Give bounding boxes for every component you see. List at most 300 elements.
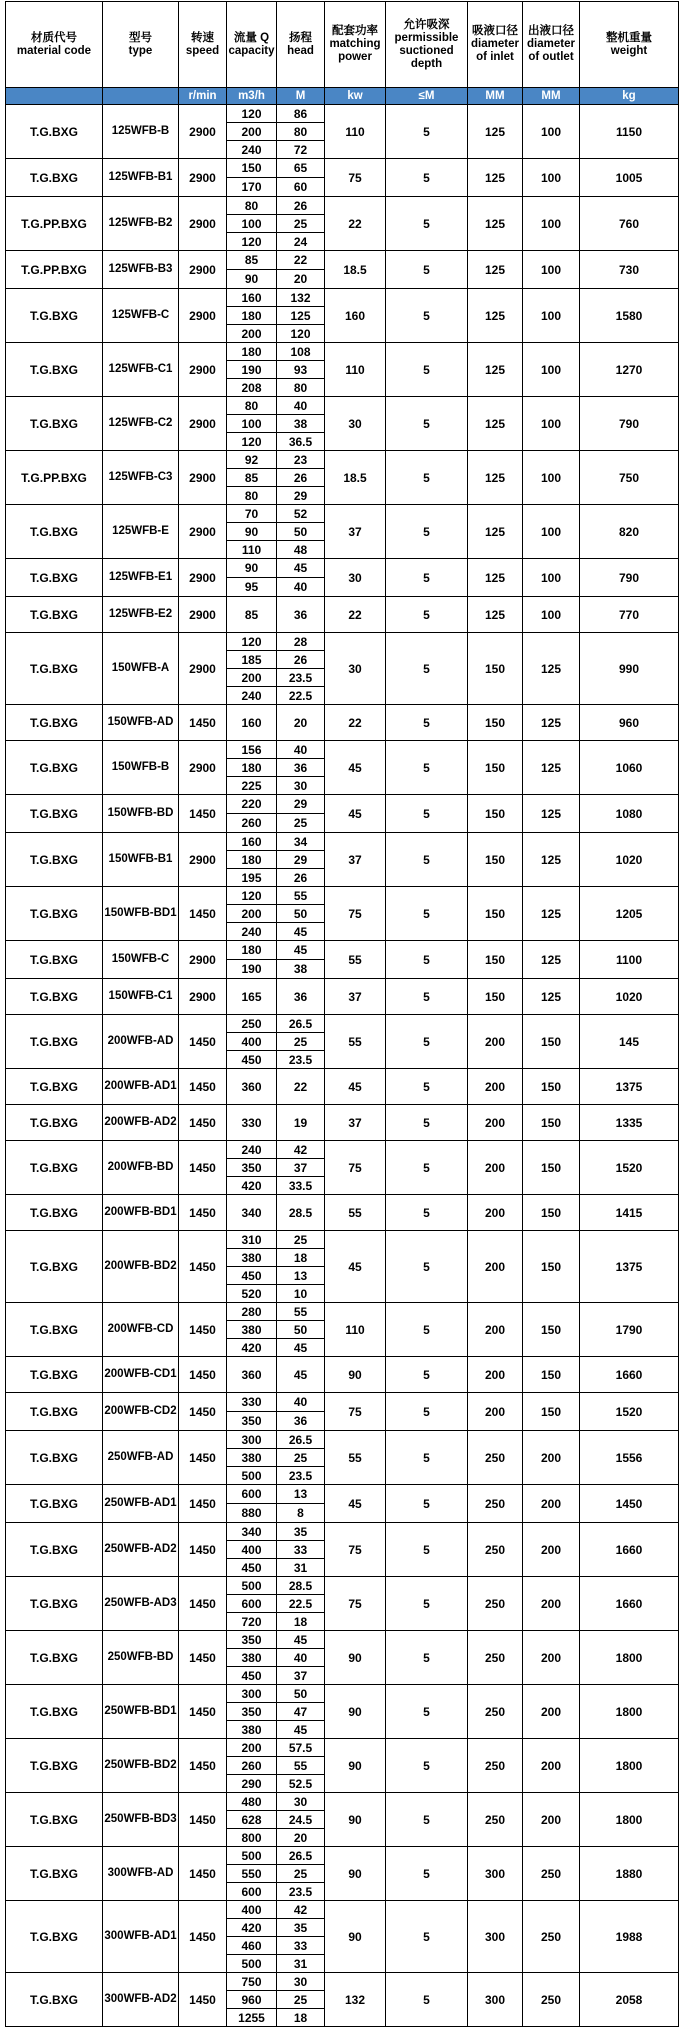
head-cell: 25 <box>277 1449 325 1467</box>
unit-cell-capacity: m3/h <box>227 88 277 105</box>
weight-cell: 1205 <box>580 887 679 941</box>
material-code-cell: T.G.BXG <box>6 1577 103 1631</box>
inlet-diameter-cell: 150 <box>468 833 523 887</box>
inlet-diameter-cell: 250 <box>468 1631 523 1685</box>
capacity-cell: 190 <box>227 960 277 979</box>
capacity-cell: 200 <box>227 123 277 141</box>
inlet-diameter-cell: 200 <box>468 1357 523 1393</box>
power-cell: 30 <box>325 559 386 597</box>
capacity-cell: 350 <box>227 1412 277 1431</box>
speed-cell: 1450 <box>179 705 227 741</box>
capacity-cell: 500 <box>227 1955 277 1973</box>
outlet-diameter-cell: 125 <box>523 833 580 887</box>
outlet-diameter-cell: 100 <box>523 343 580 397</box>
outlet-diameter-cell: 100 <box>523 505 580 559</box>
power-cell: 45 <box>325 741 386 795</box>
head-cell: 28 <box>277 633 325 651</box>
inlet-diameter-cell: 250 <box>468 1523 523 1577</box>
speed-cell: 2900 <box>179 505 227 559</box>
table-row <box>6 1105 679 1141</box>
head-cell: 31 <box>277 1955 325 1973</box>
capacity-cell: 240 <box>227 923 277 941</box>
power-cell: 45 <box>325 795 386 833</box>
inlet-diameter-cell: 150 <box>468 941 523 979</box>
capacity-cell: 160 <box>227 705 277 741</box>
pump-type-cell: 250WFB-BD2 <box>103 1739 179 1793</box>
capacity-cell: 100 <box>227 215 277 233</box>
weight-cell: 1988 <box>580 1901 679 1973</box>
suction-depth-cell: 5 <box>386 1431 468 1485</box>
unit-cell-speed: r/min <box>179 88 227 105</box>
material-code-cell: T.G.BXG <box>6 887 103 941</box>
suction-depth-cell: 5 <box>386 343 468 397</box>
capacity-cell: 310 <box>227 1231 277 1249</box>
capacity-cell: 156 <box>227 741 277 759</box>
outlet-diameter-cell: 125 <box>523 741 580 795</box>
table-row <box>6 105 679 123</box>
table-row <box>6 559 679 578</box>
unit-cell-code <box>6 88 103 105</box>
capacity-cell: 180 <box>227 851 277 869</box>
table-row <box>6 1231 679 1249</box>
power-cell: 90 <box>325 1793 386 1847</box>
capacity-cell: 120 <box>227 633 277 651</box>
head-cell: 28.5 <box>277 1195 325 1231</box>
head-cell: 10 <box>277 1285 325 1303</box>
head-cell: 24.5 <box>277 1811 325 1829</box>
capacity-cell: 180 <box>227 343 277 361</box>
capacity-cell: 200 <box>227 325 277 343</box>
capacity-cell: 240 <box>227 1141 277 1159</box>
head-cell: 30 <box>277 1793 325 1811</box>
material-code-cell: T.G.BXG <box>6 1901 103 1973</box>
inlet-diameter-cell: 200 <box>468 1015 523 1069</box>
capacity-cell: 380 <box>227 1721 277 1739</box>
head-cell: 36 <box>277 759 325 777</box>
outlet-diameter-cell: 100 <box>523 559 580 597</box>
head-cell: 48 <box>277 541 325 559</box>
pump-type-cell: 250WFB-BD3 <box>103 1793 179 1847</box>
pump-type-cell: 125WFB-C <box>103 289 179 343</box>
head-cell: 40 <box>277 1649 325 1667</box>
speed-cell: 2900 <box>179 343 227 397</box>
speed-cell: 1450 <box>179 1847 227 1901</box>
outlet-diameter-cell: 150 <box>523 1357 580 1393</box>
pump-type-cell: 200WFB-CD2 <box>103 1393 179 1431</box>
table-row <box>6 1069 679 1105</box>
outlet-diameter-cell: 100 <box>523 159 580 197</box>
power-cell: 90 <box>325 1847 386 1901</box>
inlet-diameter-cell: 300 <box>468 1901 523 1973</box>
capacity-cell: 500 <box>227 1467 277 1485</box>
material-code-cell: T.G.BXG <box>6 105 103 159</box>
weight-cell: 1375 <box>580 1231 679 1303</box>
head-cell: 45 <box>277 1721 325 1739</box>
speed-cell: 1450 <box>179 1231 227 1303</box>
material-code-cell: T.G.BXG <box>6 1523 103 1577</box>
inlet-diameter-cell: 125 <box>468 505 523 559</box>
inlet-diameter-cell: 125 <box>468 197 523 251</box>
capacity-cell: 250 <box>227 1015 277 1033</box>
table-row <box>6 1431 679 1449</box>
pump-type-cell: 125WFB-E1 <box>103 559 179 597</box>
inlet-diameter-cell: 200 <box>468 1393 523 1431</box>
power-cell: 132 <box>325 1973 386 2027</box>
suction-depth-cell: 5 <box>386 1015 468 1069</box>
material-code-cell: T.G.PP.BXG <box>6 251 103 289</box>
pump-type-cell: 200WFB-BD2 <box>103 1231 179 1303</box>
capacity-cell: 95 <box>227 578 277 597</box>
head-cell: 25 <box>277 1033 325 1051</box>
spec-table-container <box>5 1 678 2027</box>
outlet-diameter-cell: 100 <box>523 251 580 289</box>
power-cell: 55 <box>325 1015 386 1069</box>
power-cell: 75 <box>325 887 386 941</box>
weight-cell: 990 <box>580 633 679 705</box>
weight-cell: 1880 <box>580 1847 679 1901</box>
head-cell: 30 <box>277 777 325 795</box>
head-cell: 65 <box>277 159 325 178</box>
table-row <box>6 1847 679 1865</box>
header-suction-depth: 允许吸深 permissible suctioned depth <box>386 2 468 88</box>
unit-cell-type <box>103 88 179 105</box>
inlet-diameter-cell: 150 <box>468 633 523 705</box>
capacity-cell: 628 <box>227 1811 277 1829</box>
table-row <box>6 1631 679 1649</box>
pump-type-cell: 150WFB-C1 <box>103 979 179 1015</box>
material-code-cell: T.G.BXG <box>6 741 103 795</box>
capacity-cell: 160 <box>227 289 277 307</box>
table-row <box>6 1577 679 1595</box>
weight-cell: 1800 <box>580 1685 679 1739</box>
capacity-cell: 400 <box>227 1541 277 1559</box>
pump-type-cell: 150WFB-C <box>103 941 179 979</box>
power-cell: 75 <box>325 1141 386 1195</box>
weight-cell: 1270 <box>580 343 679 397</box>
power-cell: 90 <box>325 1739 386 1793</box>
suction-depth-cell: 5 <box>386 1393 468 1431</box>
head-cell: 125 <box>277 307 325 325</box>
outlet-diameter-cell: 150 <box>523 1393 580 1431</box>
head-cell: 52.5 <box>277 1775 325 1793</box>
head-cell: 47 <box>277 1703 325 1721</box>
capacity-cell: 400 <box>227 1901 277 1919</box>
material-code-cell: T.G.BXG <box>6 1105 103 1141</box>
pump-type-cell: 150WFB-B1 <box>103 833 179 887</box>
outlet-diameter-cell: 200 <box>523 1577 580 1631</box>
capacity-cell: 150 <box>227 159 277 178</box>
suction-depth-cell: 5 <box>386 159 468 197</box>
speed-cell: 2900 <box>179 941 227 979</box>
table-row <box>6 1685 679 1703</box>
header-weight: 整机重量 weight <box>580 2 679 88</box>
material-code-cell: T.G.BXG <box>6 1357 103 1393</box>
outlet-diameter-cell: 250 <box>523 1847 580 1901</box>
header-inlet-diameter: 吸液口径 diameter of inlet <box>468 2 523 88</box>
speed-cell: 1450 <box>179 887 227 941</box>
power-cell: 30 <box>325 397 386 451</box>
capacity-cell: 190 <box>227 361 277 379</box>
inlet-diameter-cell: 150 <box>468 795 523 833</box>
speed-cell: 1450 <box>179 1739 227 1793</box>
suction-depth-cell: 5 <box>386 741 468 795</box>
capacity-cell: 170 <box>227 178 277 197</box>
table-row <box>6 741 679 759</box>
capacity-cell: 450 <box>227 1051 277 1069</box>
suction-depth-cell: 5 <box>386 979 468 1015</box>
suction-depth-cell: 5 <box>386 1901 468 1973</box>
weight-cell: 1020 <box>580 833 679 887</box>
material-code-cell: T.G.BXG <box>6 1303 103 1357</box>
table-row <box>6 1303 679 1321</box>
table-row <box>6 1015 679 1033</box>
material-code-cell: T.G.BXG <box>6 1793 103 1847</box>
outlet-diameter-cell: 150 <box>523 1303 580 1357</box>
pump-type-cell: 150WFB-BD <box>103 795 179 833</box>
head-cell: 25 <box>277 1865 325 1883</box>
pump-type-cell: 250WFB-AD2 <box>103 1523 179 1577</box>
head-cell: 23.5 <box>277 1883 325 1901</box>
inlet-diameter-cell: 200 <box>468 1195 523 1231</box>
outlet-diameter-cell: 200 <box>523 1739 580 1793</box>
head-cell: 8 <box>277 1504 325 1523</box>
head-cell: 50 <box>277 905 325 923</box>
head-cell: 29 <box>277 487 325 505</box>
head-cell: 25 <box>277 215 325 233</box>
power-cell: 37 <box>325 979 386 1015</box>
speed-cell: 2900 <box>179 559 227 597</box>
power-cell: 18.5 <box>325 451 386 505</box>
power-cell: 90 <box>325 1631 386 1685</box>
suction-depth-cell: 5 <box>386 633 468 705</box>
suction-depth-cell: 5 <box>386 1523 468 1577</box>
speed-cell: 1450 <box>179 1105 227 1141</box>
material-code-cell: T.G.BXG <box>6 633 103 705</box>
power-cell: 22 <box>325 197 386 251</box>
pump-spec-table <box>5 1 679 2027</box>
pump-type-cell: 150WFB-AD <box>103 705 179 741</box>
unit-cell-power: kw <box>325 88 386 105</box>
capacity-cell: 200 <box>227 1739 277 1757</box>
head-cell: 55 <box>277 887 325 905</box>
inlet-diameter-cell: 125 <box>468 159 523 197</box>
head-cell: 26.5 <box>277 1015 325 1033</box>
head-cell: 45 <box>277 1631 325 1649</box>
head-cell: 42 <box>277 1141 325 1159</box>
suction-depth-cell: 5 <box>386 795 468 833</box>
speed-cell: 2900 <box>179 159 227 197</box>
head-cell: 52 <box>277 505 325 523</box>
head-cell: 18 <box>277 2009 325 2027</box>
speed-cell: 1450 <box>179 1069 227 1105</box>
capacity-cell: 350 <box>227 1631 277 1649</box>
table-row <box>6 343 679 361</box>
head-cell: 22.5 <box>277 687 325 705</box>
header-material-code: 材质代号 material code <box>6 2 103 88</box>
power-cell: 160 <box>325 289 386 343</box>
capacity-cell: 750 <box>227 1973 277 1991</box>
table-row <box>6 397 679 415</box>
capacity-cell: 1255 <box>227 2009 277 2027</box>
head-cell: 36 <box>277 979 325 1015</box>
capacity-cell: 420 <box>227 1919 277 1937</box>
power-cell: 75 <box>325 159 386 197</box>
pump-type-cell: 300WFB-AD <box>103 1847 179 1901</box>
head-cell: 45 <box>277 1339 325 1357</box>
material-code-cell: T.G.BXG <box>6 941 103 979</box>
capacity-cell: 92 <box>227 451 277 469</box>
capacity-cell: 550 <box>227 1865 277 1883</box>
table-row <box>6 941 679 960</box>
head-cell: 38 <box>277 415 325 433</box>
head-cell: 36 <box>277 597 325 633</box>
head-cell: 72 <box>277 141 325 159</box>
head-cell: 55 <box>277 1303 325 1321</box>
capacity-cell: 380 <box>227 1449 277 1467</box>
outlet-diameter-cell: 100 <box>523 197 580 251</box>
inlet-diameter-cell: 150 <box>468 705 523 741</box>
head-cell: 40 <box>277 397 325 415</box>
table-row <box>6 833 679 851</box>
capacity-cell: 200 <box>227 669 277 687</box>
suction-depth-cell: 5 <box>386 289 468 343</box>
inlet-diameter-cell: 125 <box>468 105 523 159</box>
weight-cell: 1375 <box>580 1069 679 1105</box>
head-cell: 25 <box>277 1991 325 2009</box>
header-head: 扬程 head <box>277 2 325 88</box>
material-code-cell: T.G.BXG <box>6 795 103 833</box>
inlet-diameter-cell: 125 <box>468 251 523 289</box>
inlet-diameter-cell: 250 <box>468 1793 523 1847</box>
speed-cell: 2900 <box>179 979 227 1015</box>
pump-type-cell: 200WFB-AD <box>103 1015 179 1069</box>
inlet-diameter-cell: 150 <box>468 979 523 1015</box>
capacity-cell: 300 <box>227 1685 277 1703</box>
head-cell: 23 <box>277 451 325 469</box>
speed-cell: 1450 <box>179 1685 227 1739</box>
pump-type-cell: 300WFB-AD2 <box>103 1973 179 2027</box>
suction-depth-cell: 5 <box>386 1303 468 1357</box>
material-code-cell: T.G.BXG <box>6 597 103 633</box>
capacity-cell: 280 <box>227 1303 277 1321</box>
capacity-cell: 240 <box>227 687 277 705</box>
capacity-cell: 340 <box>227 1195 277 1231</box>
speed-cell: 1450 <box>179 1141 227 1195</box>
capacity-cell: 120 <box>227 887 277 905</box>
suction-depth-cell: 5 <box>386 397 468 451</box>
head-cell: 37 <box>277 1667 325 1685</box>
inlet-diameter-cell: 125 <box>468 343 523 397</box>
capacity-cell: 100 <box>227 415 277 433</box>
power-cell: 45 <box>325 1485 386 1523</box>
weight-cell: 760 <box>580 197 679 251</box>
speed-cell: 2900 <box>179 633 227 705</box>
weight-cell: 1060 <box>580 741 679 795</box>
inlet-diameter-cell: 125 <box>468 597 523 633</box>
inlet-diameter-cell: 150 <box>468 887 523 941</box>
head-cell: 45 <box>277 1357 325 1393</box>
table-row <box>6 1793 679 1811</box>
unit-cell-inlet: MM <box>468 88 523 105</box>
capacity-cell: 90 <box>227 523 277 541</box>
unit-cell-head: M <box>277 88 325 105</box>
table-row <box>6 197 679 215</box>
head-cell: 24 <box>277 233 325 251</box>
weight-cell: 1556 <box>580 1431 679 1485</box>
power-cell: 90 <box>325 1685 386 1739</box>
head-cell: 22 <box>277 251 325 270</box>
capacity-cell: 500 <box>227 1577 277 1595</box>
weight-cell: 790 <box>580 559 679 597</box>
speed-cell: 1450 <box>179 1357 227 1393</box>
head-cell: 29 <box>277 851 325 869</box>
weight-cell: 1660 <box>580 1357 679 1393</box>
weight-cell: 1800 <box>580 1631 679 1685</box>
outlet-diameter-cell: 150 <box>523 1105 580 1141</box>
head-cell: 30 <box>277 1973 325 1991</box>
capacity-cell: 240 <box>227 141 277 159</box>
speed-cell: 2900 <box>179 105 227 159</box>
weight-cell: 1080 <box>580 795 679 833</box>
capacity-cell: 450 <box>227 1267 277 1285</box>
capacity-cell: 70 <box>227 505 277 523</box>
weight-cell: 1100 <box>580 941 679 979</box>
head-cell: 38 <box>277 960 325 979</box>
material-code-cell: T.G.BXG <box>6 1393 103 1431</box>
outlet-diameter-cell: 100 <box>523 289 580 343</box>
head-cell: 18 <box>277 1613 325 1631</box>
capacity-cell: 85 <box>227 597 277 633</box>
capacity-cell: 800 <box>227 1829 277 1847</box>
pump-type-cell: 200WFB-CD <box>103 1303 179 1357</box>
capacity-cell: 200 <box>227 905 277 923</box>
suction-depth-cell: 5 <box>386 1357 468 1393</box>
capacity-cell: 180 <box>227 307 277 325</box>
table-row <box>6 597 679 633</box>
power-cell: 75 <box>325 1523 386 1577</box>
weight-cell: 1660 <box>580 1523 679 1577</box>
weight-cell: 1660 <box>580 1577 679 1631</box>
weight-cell: 1520 <box>580 1141 679 1195</box>
material-code-cell: T.G.BXG <box>6 1141 103 1195</box>
suction-depth-cell: 5 <box>386 1793 468 1847</box>
weight-cell: 820 <box>580 505 679 559</box>
power-cell: 37 <box>325 833 386 887</box>
capacity-cell: 350 <box>227 1159 277 1177</box>
head-cell: 36 <box>277 1412 325 1431</box>
head-cell: 55 <box>277 1757 325 1775</box>
suction-depth-cell: 5 <box>386 197 468 251</box>
head-cell: 23.5 <box>277 1467 325 1485</box>
head-cell: 31 <box>277 1559 325 1577</box>
material-code-cell: T.G.PP.BXG <box>6 197 103 251</box>
pump-type-cell: 125WFB-C2 <box>103 397 179 451</box>
outlet-diameter-cell: 250 <box>523 1973 580 2027</box>
pump-type-cell: 200WFB-BD1 <box>103 1195 179 1231</box>
suction-depth-cell: 5 <box>386 559 468 597</box>
outlet-diameter-cell: 125 <box>523 941 580 979</box>
head-cell: 45 <box>277 559 325 578</box>
outlet-diameter-cell: 100 <box>523 105 580 159</box>
header-row <box>6 2 679 88</box>
table-row <box>6 1393 679 1412</box>
head-cell: 35 <box>277 1523 325 1541</box>
material-code-cell: T.G.BXG <box>6 1847 103 1901</box>
capacity-cell: 80 <box>227 487 277 505</box>
pump-type-cell: 200WFB-BD <box>103 1141 179 1195</box>
weight-cell: 750 <box>580 451 679 505</box>
head-cell: 36.5 <box>277 433 325 451</box>
